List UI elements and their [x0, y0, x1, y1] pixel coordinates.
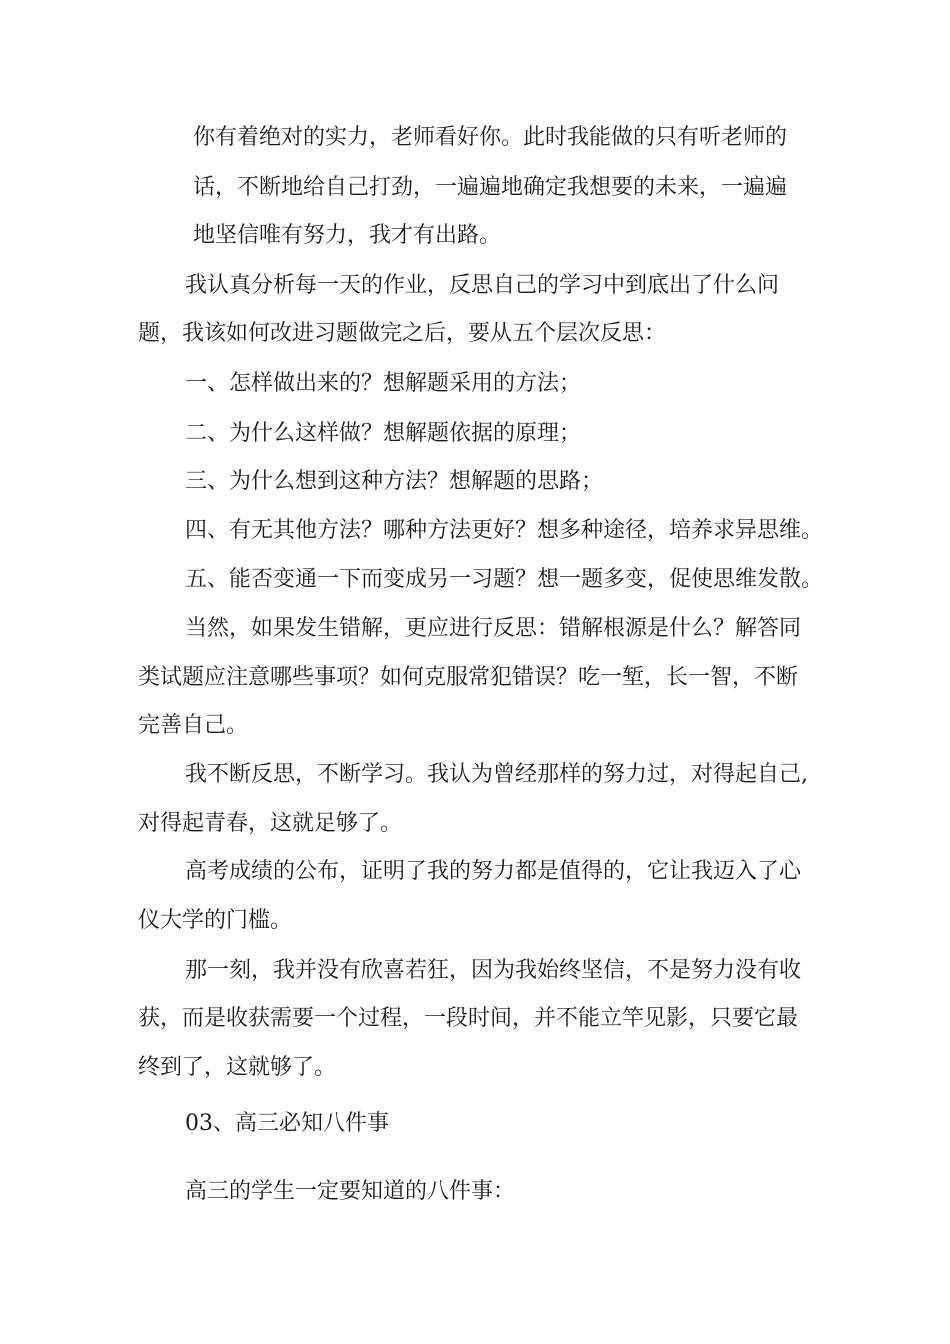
- paragraph-line: 我认真分析每一天的作业，反思自己的学习中到底出了什么问: [185, 273, 780, 298]
- paragraph-line: 获，而是收获需要一个过程，一段时间，并不能立竿见影，只要它最: [138, 1006, 799, 1031]
- paragraph-line: 终到了，这就够了。: [138, 1055, 337, 1080]
- list-item: 一、怎样做出来的？想解题采用的方法；: [185, 371, 582, 396]
- section-heading: 03、高三必知八件事: [185, 1111, 389, 1136]
- intro-line: 高三的学生一定要知道的八件事：: [185, 1179, 516, 1204]
- quote-line: 话，不断地给自己打劲，一遍遍地确定我想要的未来，一遍遍: [193, 175, 788, 200]
- paragraph-line: 对得起青春，这就足够了。: [138, 811, 403, 836]
- paragraph-line: 完善自己。: [138, 713, 249, 738]
- quote-line: 地坚信唯有努力，我才有出路。: [193, 223, 502, 248]
- list-item: 三、为什么想到这种方法？想解题的思路；: [185, 469, 604, 494]
- paragraph-line: 题，我该如何改进习题做完之后，要从五个层次反思：: [138, 321, 667, 346]
- list-item: 五、能否变通一下而变成另一习题？想一题多变，促使思维发散。: [185, 567, 824, 592]
- paragraph-line: 当然，如果发生错解，更应进行反思：错解根源是什么？解答同: [185, 616, 802, 641]
- paragraph-line: 类试题应注意哪些事项？如何克服常犯错误？吃一堑，长一智，不断: [138, 665, 799, 690]
- paragraph-line: 仪大学的门槛。: [138, 908, 293, 933]
- list-item: 二、为什么这样做？想解题依据的原理；: [185, 421, 582, 446]
- paragraph-line: 高考成绩的公布，证明了我的努力都是值得的，它让我迈入了心: [185, 859, 802, 884]
- paragraph-line: 那一刻，我并没有欣喜若狂，因为我始终坚信，不是努力没有收: [185, 958, 802, 983]
- quote-line: 你有着绝对的实力，老师看好你。此时我能做的只有听老师的: [193, 125, 788, 150]
- paragraph-line: 我不断反思，不断学习。我认为曾经那样的努力过，对得起自己,: [185, 762, 808, 787]
- list-item: 四、有无其他方法？哪种方法更好？想多种途径，培养求异思维。: [185, 518, 824, 543]
